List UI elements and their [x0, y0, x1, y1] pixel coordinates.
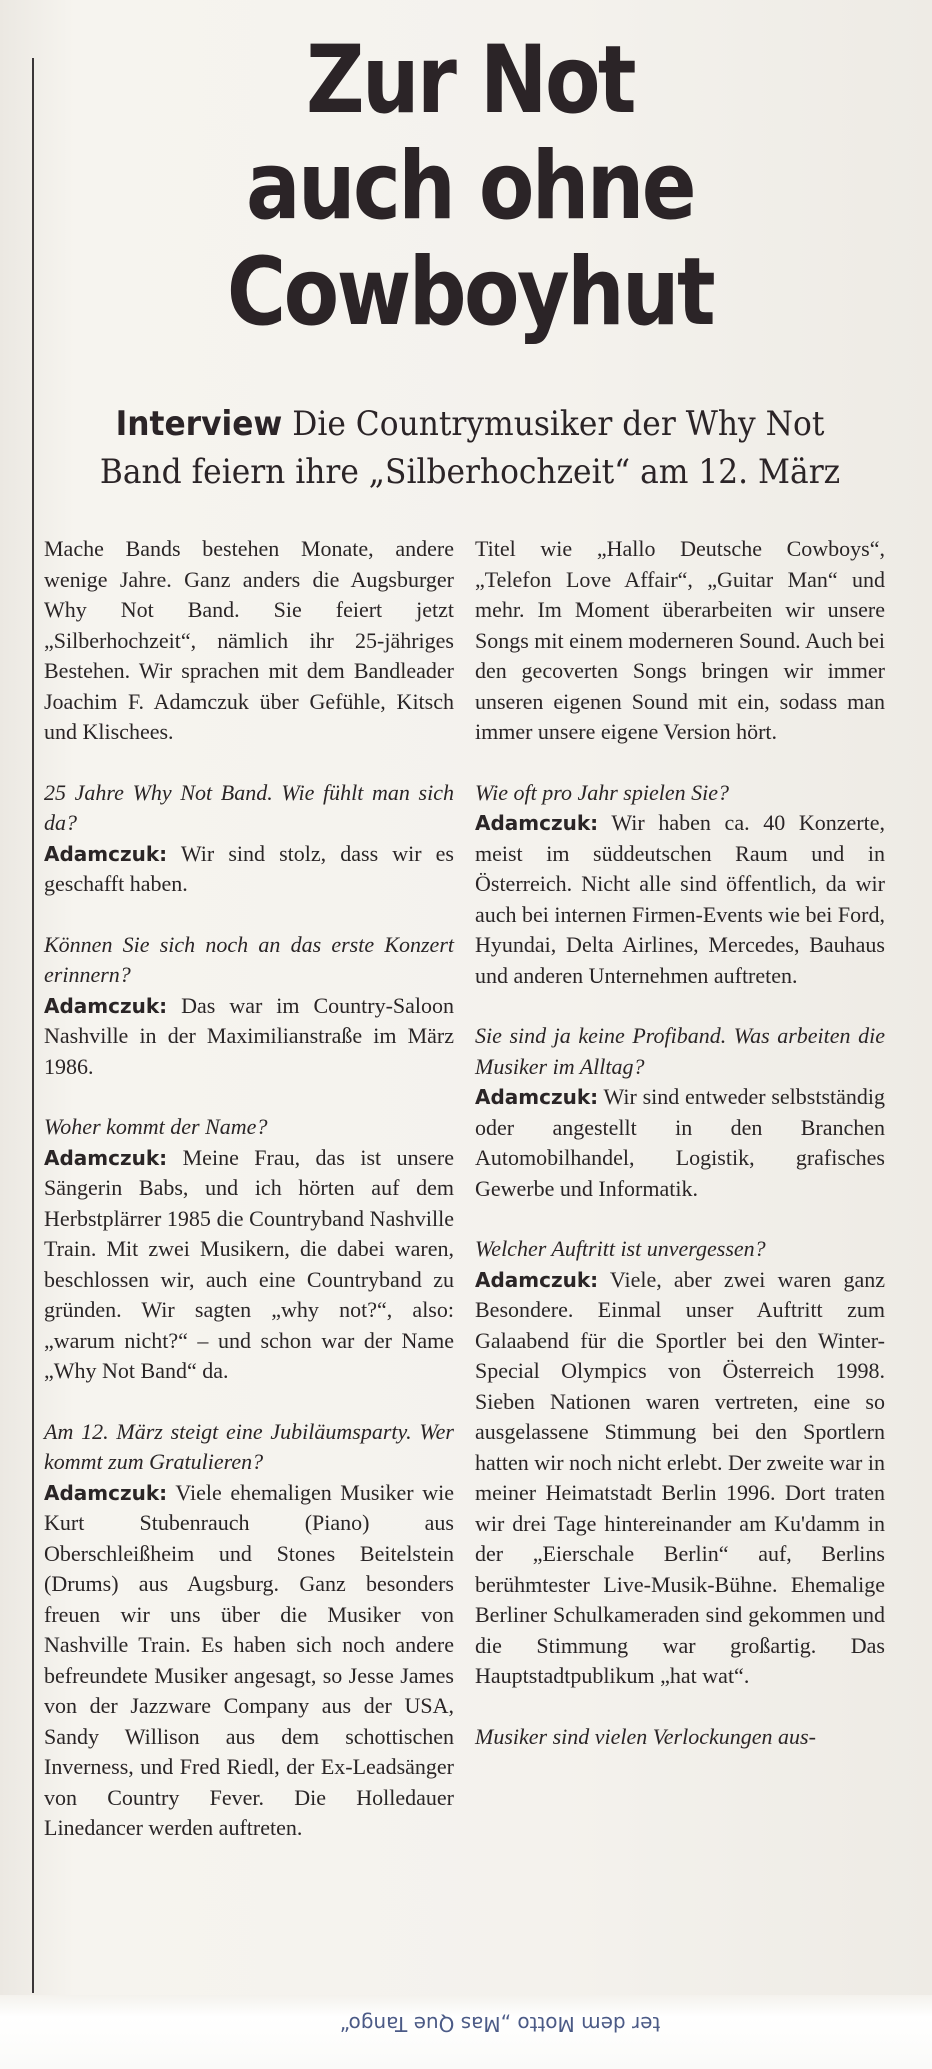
question: Woher kommt der Name?	[44, 1114, 268, 1139]
qa-block	[44, 1417, 454, 1844]
headline-line-2: auch ohne	[246, 132, 694, 241]
speaker-label: Adamczuk:	[475, 811, 599, 835]
question: Sie sind ja keine Profiband. Was arbeiten die Musiker im Alltag?	[475, 1023, 885, 1079]
speaker-label: Adamczuk:	[44, 841, 168, 866]
article-column-right	[475, 534, 885, 1782]
subheadline	[74, 400, 865, 496]
subhead-kicker: Interview	[115, 404, 283, 444]
answer: Das war im Country-Saloon Nashville in der Maximilianstraße im März 1986.	[44, 992, 455, 1079]
column-rule	[32, 58, 34, 1993]
question: Am 12. März steigt eine Jubiläumsparty. Wer kommt zum Gratulieren?	[44, 1418, 454, 1474]
answer: Meine Frau, das ist unsere Sängerin Babs, und ich hörten auf dem Herbstplärrer 1985 die Countryband Nashville Train. Mit zwei Musikern, die dabei waren, beschlossen wir, auch eine Countryband zu gründen. Wir sagten „why not?“, also: „warum nicht?“ – und schon war der Name „Why Not Band“ da.	[44, 1144, 454, 1383]
article-column-left	[44, 534, 454, 1874]
subhead-text: Die Countrymusiker der Why Not Band feiern ihre „Silberhochzeit“ am 12. März	[99, 404, 841, 492]
question: Wie oft pro Jahr spielen Sie?	[475, 779, 729, 805]
question: Welcher Auftritt ist unvergessen?	[475, 1236, 766, 1261]
speaker-label: Adamczuk:	[44, 1145, 168, 1170]
bleed-through-text: ter dem Motto „Mas Que Tango“	[339, 2012, 661, 2036]
qa-block	[44, 930, 454, 1083]
headline-line-1: Zur Not	[306, 26, 634, 135]
question: 25 Jahre Why Not Band. Wie fühlt man sich da?	[44, 779, 454, 835]
question: Musiker sind vielen Verlockungen aus-	[475, 1723, 816, 1749]
headline-line-3: Cowboyhut	[226, 238, 714, 347]
qa-block	[475, 1722, 885, 1753]
qa-block	[475, 1234, 885, 1692]
qa-block	[44, 778, 454, 900]
answer: Wir sind stolz, dass wir es geschafft haben.	[44, 840, 454, 896]
speaker-label: Adamczuk:	[475, 1267, 599, 1292]
qa-block	[475, 1021, 885, 1204]
qa-block	[44, 1112, 454, 1387]
answer: Viele, aber zwei waren ganz Besondere. Einmal unser Auftritt zum Galaabend für die Sportler bei den Winter-Special Olympics von Österreich 1998. Sieben Nationen waren vertreten, eine so ausgelassene Stimmung bei den Sportlern hatten wir noch nicht erlebt. Der zweite war in meiner Heimatstadt Berlin 1996. Dort traten wir drei Tage hintereinander am Ku'damm in der „Eierschale Berlin“ auf, Berlins berühmtester Live-Musik-Bühne. Ehemalige Berliner Schulkameraden sind gekommen und die Stimmung war großartig. Das Hauptstadtpublikum „hat wat“.	[475, 1266, 885, 1688]
answer: Wir haben ca. 40 Konzerte, meist im süddeutschen Raum und in Österreich. Nicht alle sind öffentlich, da wir auch bei internen Firmen-Events wie bei Ford, Hyundai, Delta Airlines, Mercedes, Bauhaus und anderen Unternehmen auftreten.	[475, 810, 885, 988]
qa-block	[475, 778, 885, 992]
answer: Viele ehemaligen Musiker wie Kurt Stubenrauch (Piano) aus Oberschleißheim und Stones Beitelstein (Drums) aus Augsburg. Ganz besonders freuen wir uns über die Musiker von Nashville Train. Es haben sich noch andere befreundete Musiker angesagt, so Jesse James von der Jazzware Company aus der USA, Sandy Willison aus dem schottischen Inverness, und Fred Riedl, der Ex-Leadsänger von Country Fever. Die Holledauer Linedancer werden auftreten.	[44, 1479, 455, 1840]
intro-paragraph: Mache Bands bestehen Monate, andere wenige Jahre. Ganz anders die Augsburger Why Not Band. Sie feiert jetzt „Silberhochzeit“, nämlich ihr 25-jähriges Bestehen. Wir sprachen mit dem Bandleader Joachim F. Adamczuk über Gefühle, Kitsch und Klischees.	[44, 536, 454, 744]
speaker-label: Adamczuk:	[475, 1085, 599, 1109]
answer: Wir sind entweder selbstständig oder angestellt in den Branchen Automobilhandel, Logistik, grafisches Gewerbe und Informatik.	[475, 1084, 885, 1201]
speaker-label: Adamczuk:	[44, 1480, 168, 1505]
speaker-label: Adamczuk:	[44, 993, 168, 1018]
headline	[117, 28, 822, 346]
question: Können Sie sich noch an das erste Konzert erinnern?	[44, 931, 454, 987]
continued-paragraph: Titel wie „Hallo Deutsche Cowboys“, „Telefon Love Affair“, „Guitar Man“ und mehr. Im Moment überarbeiten wir unsere Songs mit einem moderneren Sound. Auch bei den gecoverten Songs bringen wir immer unseren eigenen Sound mit ein, sodass man immer unsere eigene Version hört.	[475, 536, 885, 744]
